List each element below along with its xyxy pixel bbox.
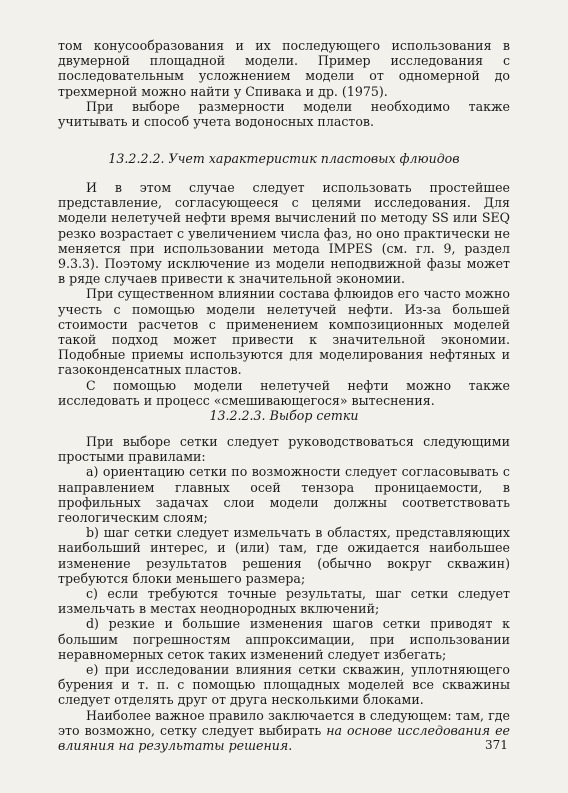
section-heading-fluids: 13.2.2.2. Учет характеристик пластовых флюидов [108,151,460,166]
paragraph-fluids-1: И в этом случае следует использовать простейшее представление, согласующееся с целями исследования. Для модели нелетучей нефти время вычислений по методу SS или SEQ резко возрастает с увеличением числа фаз, но оно практически не меняется при использовании метода IMPES (см. гл. 9, раздел 9.3.3). Поэтому исключение из модели неподвижной фазы может в ряде случаев привести к значительной экономии. [58,180,510,287]
rule-item-c: с) если требуются точные результаты, шаг сетки следует измельчать в местах неоднородных включений; [58,586,510,617]
rule-item-a: а) ориентацию сетки по возможности следует согласовывать с направлением главных осей тензора проницаемости, в профильных задачах слои модели должны соответствовать геологическим слоям; [58,464,510,526]
top-block [58,38,510,129]
rule-item-b: b) шаг сетки следует измельчать в областях, представляющих наибольший интерес, и (или) там, где ожидается наибольшее изменение результатов решения (обычно вокруг скважин) требуются блоки меньшего размера; [58,525,510,586]
section-heading-grid: 13.2.2.3. Выбор сетки [209,408,359,423]
rule-item-d: d) резкие и большие изменения шагов сетки приводят к большим погрешностям аппроксимации, при использовании неравномерных сеток таких изменений следует избегать; [58,616,510,662]
paragraph-dimension: При выборе размерности модели необходимо также учитывать и способ учета водоносных пластов. [58,98,510,130]
paragraph-continuation: том конусообразования и их последующего использования в двумерной площадной модели. Пример исследования с последовательным усложнением модели от одномерной до трехмерной можно найти у Спивака и др. (1975). [58,38,510,99]
paragraph-final-rule [58,708,510,754]
paragraph-fluids-3: С помощью модели нелетучей нефти можно также исследовать и процесс «смешивающегося» вытеснения. [58,377,510,408]
rule-item-e: е) при исследовании влияния сетки скважин, уплотняющего бурения и т. п. с помощью площадных моделей все скважины следует отделять друг от друга несколькими блоками. [58,662,510,708]
grid-block [58,434,510,753]
paragraph-fluids-2: При существенном влиянии состава флюидов его часто можно учесть с помощью модели нелетучей нефти. Из-за большей стоимости расчетов с применением композиционных моделей такой подход может привести к значительной экономии. Подобные приемы используются для моделирования нефтяных и газоконденсатных пластов. [58,286,510,378]
paragraph-grid-intro: При выборе сетки следует руководствоваться следующими простыми правилами: [58,434,510,465]
page-number: 371 [485,738,508,752]
final-rule-text: Наиболее важное правило заключается в следующем: там, где это возможно, сетку следует выбирать [58,707,510,738]
fluids-block [58,180,510,408]
final-rule-emphasis: на основе исследования ее влияния на результаты решения. [58,722,510,754]
